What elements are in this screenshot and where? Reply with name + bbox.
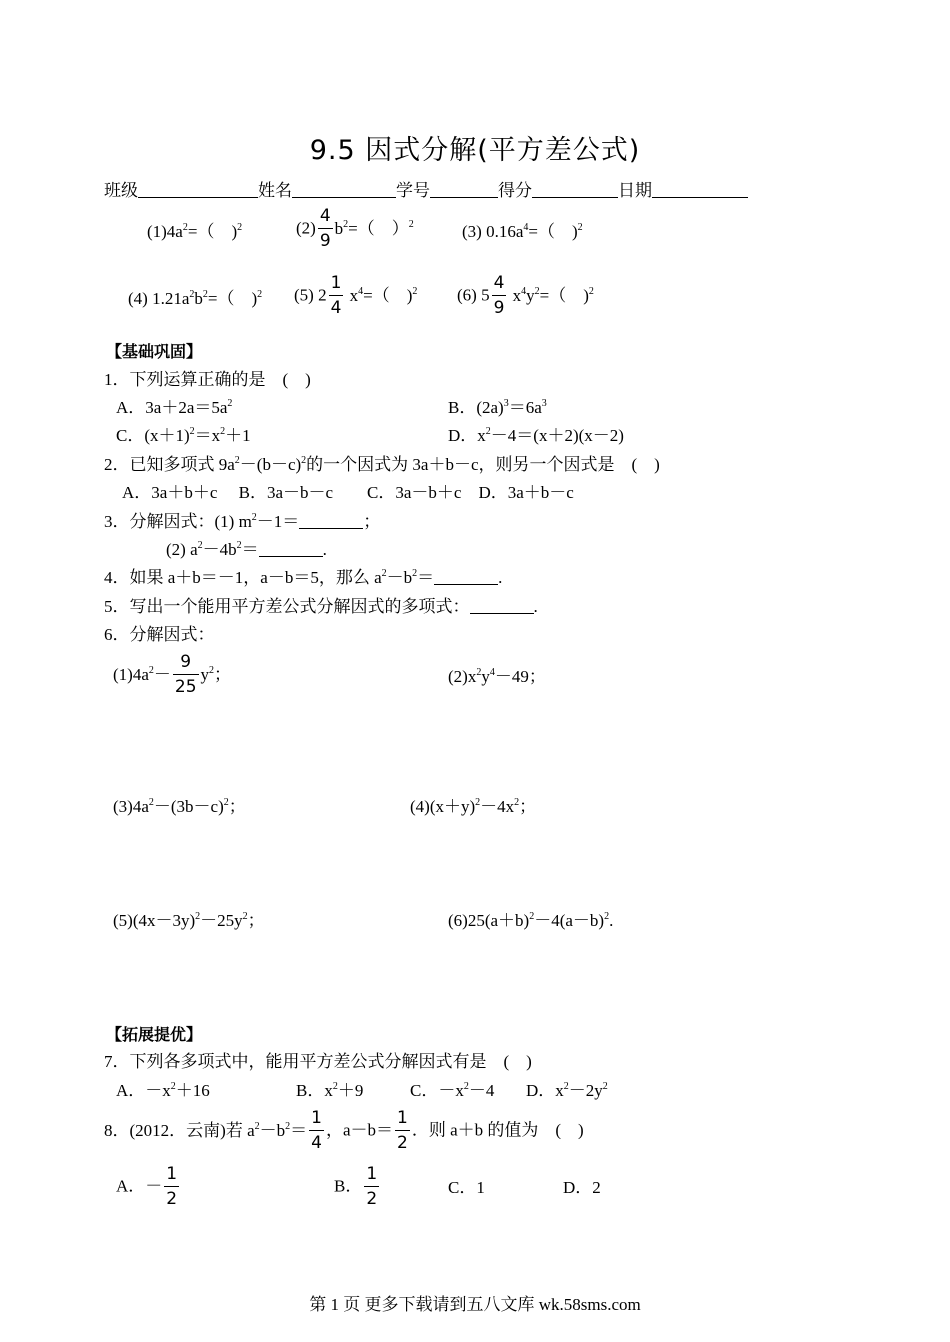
fill-q6-fraction: $\frac{4}{9}$ bbox=[493, 273, 505, 318]
date-blank bbox=[652, 181, 748, 198]
answer-blank bbox=[434, 568, 498, 585]
problem-6-sub-1-fraction: $\frac{9}{25}$ bbox=[174, 652, 197, 697]
problem-1-option-d: D．$x^2-4=(x+2)(x-2)$ bbox=[448, 426, 624, 445]
fill-q1-line bbox=[104, 221, 242, 243]
id-blank bbox=[430, 181, 498, 198]
score-blank bbox=[532, 181, 618, 198]
problem-8-option-b-fraction: $\frac{1}{2}$ bbox=[366, 1164, 378, 1209]
answer-blank bbox=[259, 540, 323, 557]
problem-7-option-c: C．$-x^2-4$ bbox=[410, 1081, 495, 1100]
fill-q2-fraction: $\frac{4}{9}$ bbox=[319, 206, 331, 251]
score-label: 得分 bbox=[498, 181, 532, 200]
problem-7-option-d: D．$x^2-2y^2$ bbox=[526, 1081, 608, 1100]
problem-8-option-a: A．－ $\frac{1}{2}$ bbox=[116, 1164, 178, 1209]
problem-6-sub-4: $(4)(x+y)^2-4x^2$； bbox=[410, 797, 537, 816]
problem-6-sub-2: $(2)x^2y^4-49$； bbox=[448, 667, 546, 686]
student-info-row bbox=[104, 180, 748, 202]
name-label: 姓名 bbox=[258, 181, 292, 200]
problem-2-options: A．3a＋b＋c B．3a－b－c C．3a－b＋c D．3a＋b－c bbox=[122, 483, 574, 502]
page-footer[interactable]: 第 1 页 更多下载请到五八文库 wk.58sms.com bbox=[309, 1295, 641, 1314]
class-blank bbox=[138, 181, 258, 198]
problem-8-option-d: D．2 bbox=[563, 1178, 601, 1197]
problem-6-sub-6: $(6)25(a+b)^2-4(a-b)^2$. bbox=[448, 911, 614, 930]
problem-4: 4．如果 a＋b＝－1，a－b＝5，那么 $a^2-b^2=$ . bbox=[104, 568, 503, 587]
problem-6-stem: 6．分解因式： bbox=[104, 625, 215, 644]
fill-q3: (3) $0.16a^4=$（ )$^2$ bbox=[462, 222, 583, 241]
problem-8-stem: 8．(2012．云南)若 $a^2-b^2=$ $\frac{1}{4}$ ，a－b＝ $\frac{1}{2}$ ．则 a＋b 的值为 ( ) bbox=[104, 1108, 584, 1153]
page-title: 9.5 因式分解(平方差公式) bbox=[309, 135, 641, 166]
section-extension: 【拓展提优】 bbox=[106, 1025, 203, 1044]
problem-3-part-2: (2) $a^2-4b^2=$ . bbox=[166, 540, 327, 559]
fill-q5: (5) 2 $\frac{1}{4}$ $x^4=$（ )$^2$ bbox=[294, 273, 418, 318]
problem-8-fraction-2: $\frac{1}{2}$ bbox=[397, 1108, 408, 1153]
fill-q1-text: $(1)4a^2=$（ )$^2$ bbox=[146, 222, 243, 241]
problem-8-option-c: C．1 bbox=[448, 1178, 485, 1197]
problem-6-sub-5: $(5)(4x-3y)^2-25y^2$； bbox=[113, 911, 265, 930]
id-label: 学号 bbox=[396, 181, 430, 200]
problem-8-option-b: B． $\frac{1}{2}$ bbox=[334, 1164, 378, 1209]
problem-1-stem: 1．下列运算正确的是 ( ) bbox=[104, 370, 311, 389]
problem-3-part-1: 3．分解因式：(1) $m^2-1=$ ； bbox=[104, 512, 381, 531]
name-blank bbox=[292, 181, 396, 198]
fill-q6: (6) 5 $\frac{4}{9}$ $x^4y^2=$（ )$^2$ bbox=[457, 273, 594, 318]
class-label: 班级 bbox=[104, 181, 138, 200]
problem-7-option-b: B．$x^2+9$ bbox=[296, 1081, 364, 1100]
problem-1-option-a: A．$3a+2a=5a^2$ bbox=[116, 398, 233, 417]
problem-1-option-c: C．$(x+1)^2=x^2+1$ bbox=[116, 426, 251, 445]
problem-1-option-b: B．$(2a)^3=6a^3$ bbox=[448, 398, 547, 417]
date-label: 日期 bbox=[618, 181, 652, 200]
answer-blank bbox=[299, 512, 363, 529]
problem-8-option-a-fraction: $\frac{1}{2}$ bbox=[166, 1164, 178, 1209]
fill-q4: (4) $1.21a^2b^2=$（ )$^2$ bbox=[128, 289, 263, 308]
problem-7-stem: 7．下列各多项式中，能用平方差公式分解因式有是 ( ) bbox=[104, 1052, 532, 1071]
section-basic: 【基础巩固】 bbox=[106, 342, 203, 361]
problem-7-option-a: A．$-x^2+16$ bbox=[116, 1081, 210, 1100]
problem-6-sub-1: $(1)4a^2-$ $\frac{9}{25}$ $y^2$； bbox=[113, 652, 232, 697]
problem-6-sub-3: $(3)4a^2-(3b-c)^2$； bbox=[113, 797, 246, 816]
problem-2-stem: 2．已知多项式 $9a^2-(b-c)^2$的一个因式为 3a＋b－c，则另一个因式是 ( ) bbox=[104, 455, 660, 474]
fill-q2: (2) $\frac{4}{9}$ $b^2=$（ ）$^2$ bbox=[296, 206, 414, 251]
problem-8-fraction-1: $\frac{1}{4}$ bbox=[311, 1108, 322, 1153]
answer-blank bbox=[470, 597, 534, 614]
problem-5: 5．写出一个能用平方差公式分解因式的多项式： . bbox=[104, 597, 538, 616]
fill-q5-fraction: $\frac{1}{4}$ bbox=[330, 273, 342, 318]
